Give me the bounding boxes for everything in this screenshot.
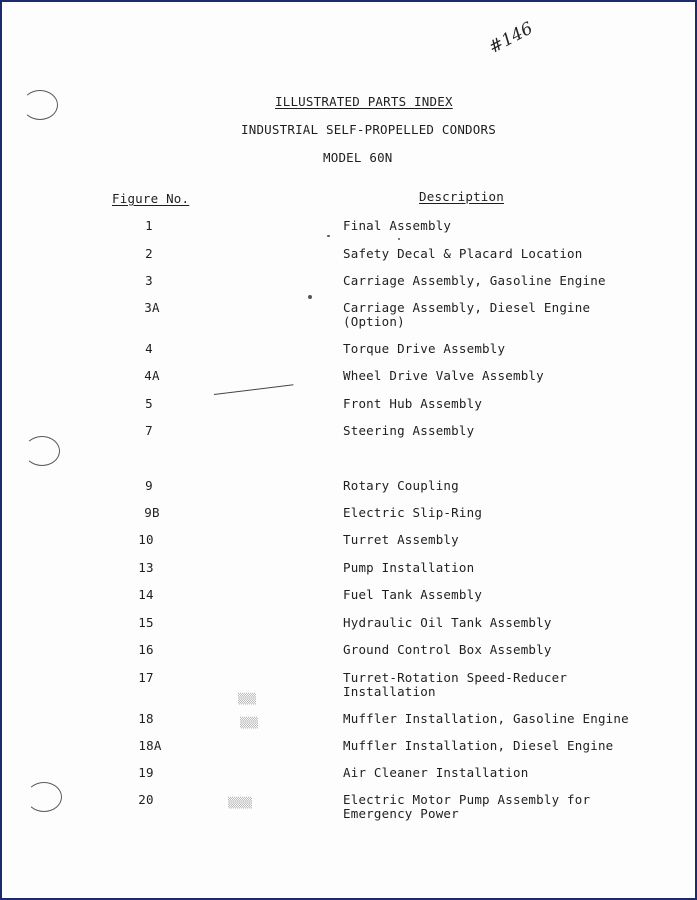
figure-number: 4 xyxy=(145,341,153,356)
figure-description: Safety Decal & Placard Location xyxy=(343,246,583,261)
figure-number: 4A xyxy=(144,368,160,383)
figure-number: 18A xyxy=(138,738,162,753)
handwritten-note: #146 xyxy=(485,18,537,58)
figure-description: Torque Drive Assembly xyxy=(343,341,506,356)
figure-description: Fuel Tank Assembly xyxy=(343,587,483,602)
figure-number: 7 xyxy=(145,423,153,438)
figure-description: Steering Assembly xyxy=(343,423,475,438)
document-title: ILLUSTRATED PARTS INDEX xyxy=(275,94,453,109)
speck xyxy=(308,295,312,299)
figure-number: 9B xyxy=(144,505,160,520)
figure-description: Front Hub Assembly xyxy=(343,396,483,411)
figure-description: Wheel Drive Valve Assembly xyxy=(343,368,544,383)
figure-number: 3A xyxy=(144,300,160,315)
document-subtitle: INDUSTRIAL SELF-PROPELLED CONDORS xyxy=(241,122,496,137)
figure-column-header: Figure No. xyxy=(112,191,190,206)
punch-hole-middle xyxy=(24,436,60,466)
figure-number: 1 xyxy=(145,218,153,233)
figure-description: Muffler Installation, Diesel Engine xyxy=(343,738,614,753)
description-column-header: Description xyxy=(419,189,504,204)
figure-description: Electric Motor Pump Assembly for Emergency Power xyxy=(343,792,591,821)
figure-number: 2 xyxy=(145,246,153,261)
bleed-through-mark: ▒▒▒ xyxy=(240,718,259,729)
figure-description: Carriage Assembly, Diesel Engine (Option) xyxy=(343,300,591,329)
figure-number: 14 xyxy=(138,587,154,602)
figure-number: 13 xyxy=(138,560,154,575)
speck xyxy=(327,235,330,237)
figure-number: 5 xyxy=(145,396,153,411)
figure-description: Turret-Rotation Speed-Reducer Installation xyxy=(343,670,568,699)
figure-number: 18 xyxy=(138,711,154,726)
figure-description: Pump Installation xyxy=(343,560,475,575)
figure-number: 9 xyxy=(145,478,153,493)
figure-description: Rotary Coupling xyxy=(343,478,459,493)
figure-number: 19 xyxy=(138,765,154,780)
figure-number: 16 xyxy=(138,642,154,657)
punch-hole-bottom xyxy=(26,782,62,812)
figure-description: Electric Slip-Ring xyxy=(343,505,483,520)
bleed-through-mark: ▒▒▒▒ xyxy=(228,798,253,809)
figure-description: Hydraulic Oil Tank Assembly xyxy=(343,615,552,630)
figure-description: Air Cleaner Installation xyxy=(343,765,529,780)
figure-description: Ground Control Box Assembly xyxy=(343,642,552,657)
figure-description: Muffler Installation, Gasoline Engine xyxy=(343,711,629,726)
figure-number: 10 xyxy=(138,532,154,547)
figure-description: Turret Assembly xyxy=(343,532,459,547)
figure-number: 17 xyxy=(138,670,154,685)
figure-description: Carriage Assembly, Gasoline Engine xyxy=(343,273,606,288)
speck xyxy=(398,238,400,240)
figure-number: 3 xyxy=(145,273,153,288)
stray-pen-line xyxy=(214,384,294,395)
punch-hole-top xyxy=(22,90,58,120)
figure-number: 15 xyxy=(138,615,154,630)
figure-number: 20 xyxy=(138,792,154,807)
figure-description: Final Assembly xyxy=(343,218,452,233)
bleed-through-mark: ▒▒▒ xyxy=(238,694,257,705)
model-label: MODEL 60N xyxy=(323,150,393,165)
